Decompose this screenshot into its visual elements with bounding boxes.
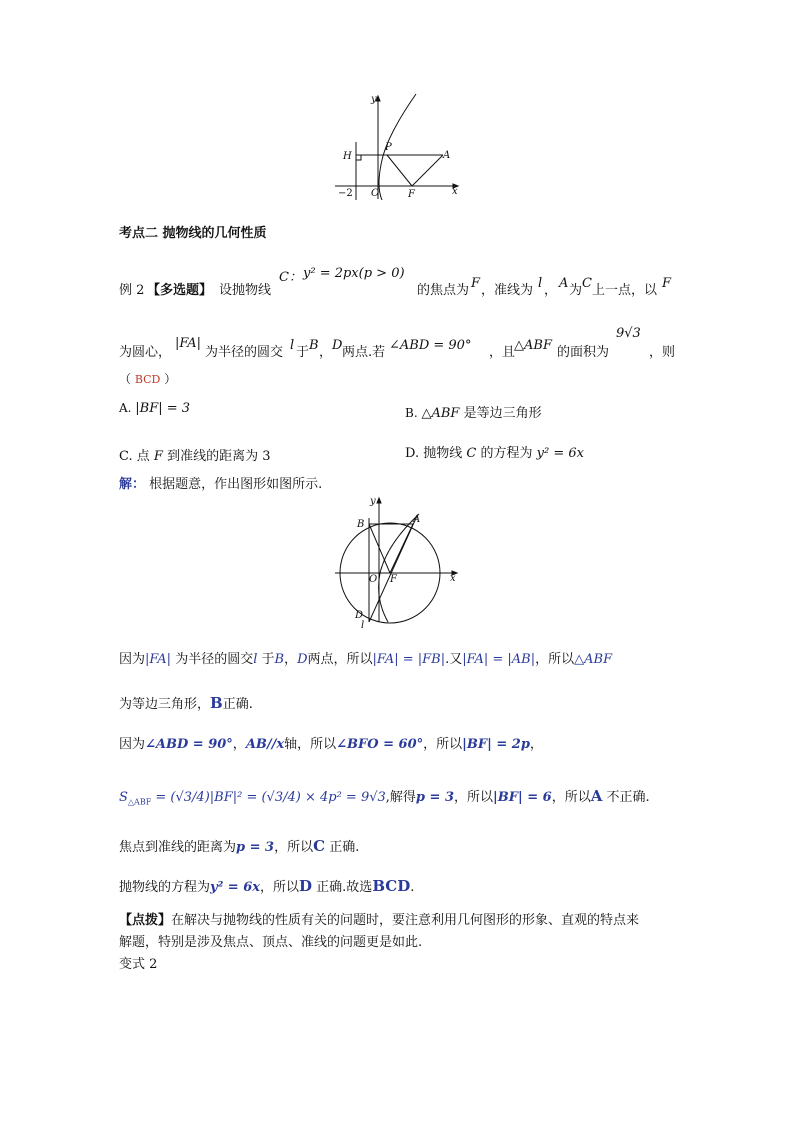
option-b-label: B.: [405, 406, 422, 420]
p1-eq-1: |FA| = |FB|: [372, 652, 446, 667]
answer-line: [119, 370, 176, 387]
fig1-label-x: x: [452, 186, 458, 197]
option-b-math: △ABF: [421, 406, 460, 421]
example-text-9: 于: [296, 345, 310, 360]
p2-text-a: 因为: [119, 737, 146, 752]
point-A: A: [559, 276, 569, 291]
p3-S: S: [119, 790, 128, 805]
p3-text-a: ,解得: [385, 790, 416, 805]
p2-text-d: ，所以: [423, 737, 463, 752]
example-text-1: 设抛物线: [219, 283, 272, 298]
example-text-3: ，准线为: [481, 283, 534, 298]
p3-p: p = 3: [415, 790, 455, 805]
tip-line-2: 解题，特别是涉及焦点、顶点、准线的问题更是如此.: [119, 935, 423, 950]
p1-D: D: [297, 652, 308, 667]
point-B: B: [309, 338, 319, 353]
option-d-label: D. 抛物线: [405, 446, 463, 461]
p4-text-b: ，所以: [274, 840, 314, 855]
p1-text-e: 两点，所以: [307, 652, 373, 667]
option-d-math: C: [466, 446, 477, 461]
p1-B: B: [274, 652, 285, 667]
tip-line-1: [119, 909, 639, 928]
segment-PF: [387, 155, 412, 186]
option-a-math: |BF| = 3: [135, 401, 191, 416]
triangle-ABF: △ABF: [514, 338, 552, 353]
option-c-label: C. 点: [119, 449, 150, 464]
solution-intro-text: 根据题意，作出图形如图所示.: [149, 477, 323, 492]
fig2-label-O: O: [369, 574, 378, 585]
p1-line2-text: 为等边三角形，: [119, 697, 211, 712]
solution-intro: [119, 473, 322, 492]
figure-parabola-1: [330, 92, 465, 202]
section-heading: 考点二 抛物线的几何性质: [119, 226, 267, 241]
p1-l: l: [253, 652, 258, 667]
answer-close: ）: [164, 372, 177, 386]
p1-text-a: 因为: [119, 652, 146, 667]
focus-F-2: F: [662, 276, 672, 291]
p5-text-a: 抛物线的方程为: [119, 880, 211, 895]
p1-eq-2: |FA| = |AB|: [462, 652, 536, 667]
example-text-5: 为: [569, 283, 583, 298]
solution-paragraph-3: [119, 786, 650, 807]
p5-text-c: 正确.故选: [312, 880, 373, 895]
p4-letter-C: C: [313, 837, 326, 855]
p3-S-subscript: △ABF: [127, 797, 152, 807]
option-d: [405, 442, 584, 461]
p1-text-g: ，所以: [535, 652, 575, 667]
option-a-label: A.: [119, 401, 136, 415]
fig2-label-A: A: [413, 514, 421, 525]
p3-text-b: ，所以: [454, 790, 494, 805]
solution-paragraph-2: [119, 733, 543, 752]
p4-end: 正确.: [325, 840, 360, 855]
tip-text-1: 在解决与抛物线的性质有关的问题时，要注意利用几何图形的形象、直观的特点来: [171, 913, 640, 928]
example-text-13: 的面积为: [557, 345, 610, 360]
p1-text-d: ，: [284, 652, 298, 667]
option-a: [119, 401, 190, 416]
example-prefix: 例 2: [119, 283, 145, 298]
solution-paragraph-1-line-2: [119, 693, 253, 712]
line-AD: [369, 516, 417, 622]
figure-parabola-circle: [333, 494, 463, 629]
p5-equation: y² = 6x: [210, 880, 261, 895]
solution-paragraph-1: [119, 648, 612, 667]
directrix-l: l: [538, 276, 543, 291]
fig2-label-l: l: [361, 620, 365, 629]
p2-text-b: ，: [232, 737, 246, 752]
solution-paragraph-5: [119, 876, 414, 895]
example-text-14: ，则: [649, 345, 676, 360]
curve-label: C：: [279, 270, 302, 285]
p1-letter-B: B: [210, 694, 223, 712]
fig2-label-x: x: [450, 573, 456, 584]
option-b-text: 是等边三角形: [463, 406, 542, 421]
example-text-11: 两点.若: [342, 345, 386, 360]
option-c-text: 到准线的距离为 3: [167, 449, 271, 464]
p3-equation: = (√3/4)|BF|² = (√3/4) × 4p² = 9√3: [151, 790, 386, 805]
option-c-math: F: [153, 449, 163, 464]
p4-text-a: 焦点到准线的距离为: [119, 840, 237, 855]
radius-FA: |FA|: [175, 336, 202, 351]
fig1-label-y: y: [371, 94, 377, 105]
example-text-4: ，: [544, 283, 558, 298]
p1-text-b: 为半径的圆交: [171, 652, 254, 667]
y-axis-arrow: [377, 498, 381, 503]
fig2-label-y: y: [370, 496, 376, 507]
p1-text-c: 于: [257, 652, 275, 667]
fig2-label-B: B: [357, 519, 365, 530]
p2-angle-ABD: ∠ABD = 90°: [145, 737, 233, 752]
p1-FA: |FA|: [145, 652, 172, 667]
p2-text-e: ，: [529, 737, 543, 752]
variant-label: 变式 2: [119, 957, 158, 972]
example-text-12: ，且: [489, 345, 516, 360]
p1-triangle: △ABF: [574, 652, 613, 667]
p2-text-c: 轴，所以: [284, 737, 337, 752]
focus-F: F: [471, 276, 481, 291]
right-angle-mark: [356, 155, 361, 160]
example-line-2: [119, 326, 679, 360]
fig2-label-F: F: [390, 574, 397, 585]
p3-letter-A: A: [590, 787, 603, 805]
answer-open: （: [119, 372, 132, 386]
p1-end: 正确.: [222, 697, 253, 712]
example-text-7: 为圆心，: [119, 345, 172, 360]
tip-label: 【点拨】: [119, 913, 172, 928]
p2-angle-BFO: ∠BFO = 60°: [336, 737, 424, 752]
fig1-label-H: H: [343, 151, 352, 162]
p2-parallel: AB//x: [245, 737, 285, 752]
parabola-equation: y² = 2px(p > 0): [303, 266, 405, 281]
segment-AF: [412, 155, 443, 186]
example-text-6: 上一点，以: [592, 283, 658, 298]
p5-text-b: ，所以: [260, 880, 300, 895]
solution-label: 解：: [119, 477, 146, 492]
fig1-label-O: O: [371, 188, 380, 199]
p4-p: p = 3: [236, 840, 275, 855]
example-text-8: 为半径的圆交: [205, 345, 284, 360]
example-text-10: ，: [319, 345, 333, 360]
p2-BF: |BF| = 2p: [462, 737, 530, 752]
answer-text: BCD: [134, 373, 161, 386]
parabola-curve: [379, 514, 419, 622]
fig1-label-P: P: [385, 142, 392, 153]
example-line-1: [119, 266, 679, 306]
option-b: [405, 402, 542, 421]
fig2-label-D: D: [355, 610, 364, 621]
p1-text-f: .又: [445, 652, 463, 667]
fig1-label-minus2: −2: [338, 188, 353, 199]
p3-end: 不正确.: [602, 790, 650, 805]
area-value: 9√3: [616, 326, 641, 341]
option-c: [119, 445, 270, 464]
option-d-equation: y² = 6x: [536, 446, 584, 461]
solution-paragraph-4: [119, 836, 359, 855]
p5-letter-D: D: [299, 877, 313, 895]
directrix-l-2: l: [290, 338, 295, 353]
angle-ABD: ∠ABD = 90°: [389, 338, 472, 353]
curve-C: C: [582, 276, 592, 291]
p5-end: .: [410, 880, 415, 895]
point-D: D: [332, 338, 343, 353]
p5-answer: BCD: [372, 877, 411, 895]
fig1-label-F: F: [408, 189, 415, 200]
option-d-text: 的方程为: [480, 446, 533, 461]
p3-text-c: ，所以: [551, 790, 591, 805]
fig1-label-A: A: [443, 150, 451, 161]
example-tag: 【多选题】: [147, 283, 213, 298]
example-text-2: 的焦点为: [417, 283, 470, 298]
p3-BF: |BF| = 6: [493, 790, 552, 805]
